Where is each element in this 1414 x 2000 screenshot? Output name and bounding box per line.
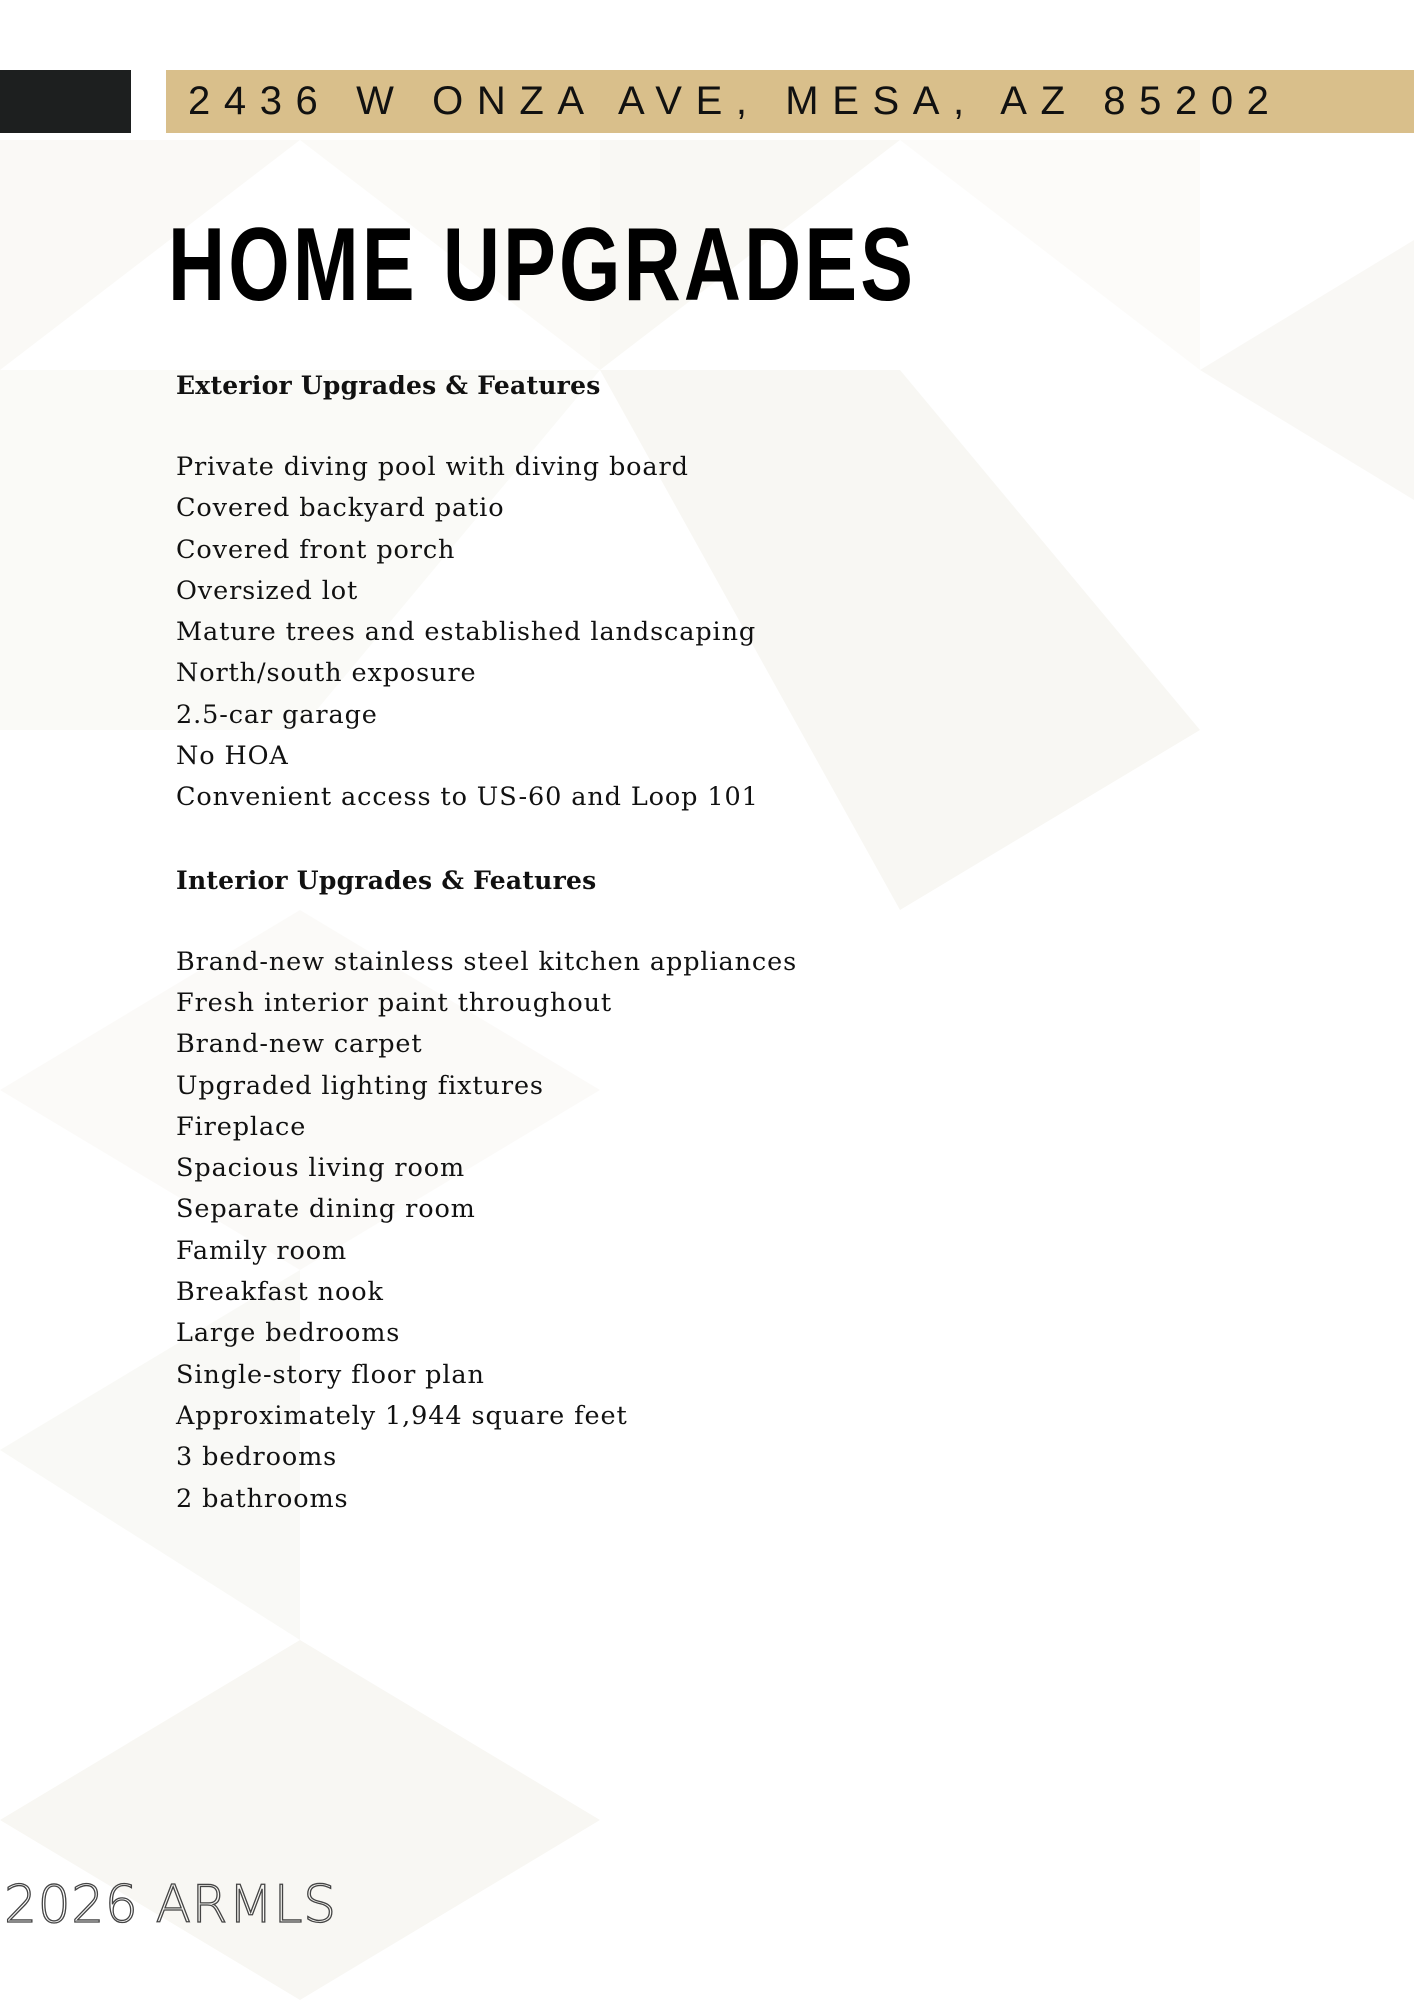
armls-watermark: 2026 ARMLS: [4, 1875, 337, 1935]
list-item: Breakfast nook: [176, 1277, 384, 1308]
interior-feature-list: [176, 942, 797, 1520]
exterior-feature-list: [176, 447, 797, 819]
list-item: 2 bathrooms: [176, 1483, 349, 1514]
list-item: Large bedrooms: [176, 1318, 401, 1349]
list-item: Upgraded lighting fixtures: [176, 1070, 544, 1101]
list-item: North/south exposure: [176, 658, 477, 689]
list-item: Convenient access to US-60 and Loop 101: [176, 782, 759, 813]
list-item: Private diving pool with diving board: [176, 452, 689, 482]
list-item: Family room: [176, 1235, 348, 1266]
page-title: HOME UPGRADES: [168, 207, 917, 323]
list-item: Covered backyard patio: [176, 493, 505, 524]
list-item: Brand-new stainless steel kitchen appliances: [176, 946, 798, 977]
list-item: Approximately 1,944 square feet: [176, 1400, 628, 1431]
header-black-tab: [0, 70, 131, 133]
list-item: Mature trees and established landscaping: [176, 617, 757, 648]
list-item: Separate dining room: [176, 1194, 476, 1225]
list-item: Spacious living room: [176, 1153, 466, 1184]
list-item: Brand-new carpet: [176, 1029, 423, 1060]
list-item: Covered front porch: [176, 534, 456, 565]
list-item: Fireplace: [176, 1111, 307, 1142]
exterior-section-heading: Exterior Upgrades & Features: [176, 371, 601, 400]
address-banner: [166, 70, 1414, 133]
list-item: Oversized lot: [176, 575, 359, 606]
list-item: Single-story floor plan: [176, 1359, 485, 1390]
list-item: No HOA: [176, 741, 289, 772]
list-item: 3 bedrooms: [176, 1442, 338, 1473]
section-spacer: [176, 819, 797, 860]
interior-section-heading: Interior Upgrades & Features: [176, 865, 597, 895]
list-item: 2.5-car garage: [176, 699, 378, 730]
property-address: 2436 W ONZA AVE, MESA, AZ 85202: [188, 79, 1283, 123]
list-item: Fresh interior paint throughout: [176, 987, 613, 1018]
upgrades-content: [176, 365, 797, 1520]
